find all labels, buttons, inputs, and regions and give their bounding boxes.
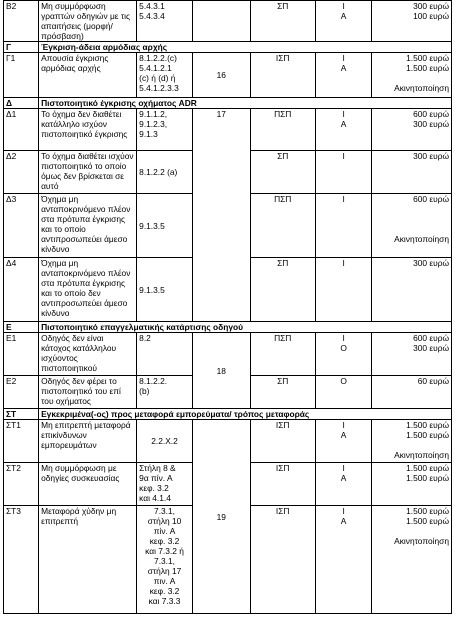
row-description: Όχημα μη ανταποκρινόμενο πλέον στα πρότυπα έγκρισης και το οποίο αντιπροσωπεύει άμεσο κίνδυνο xyxy=(39,194,137,258)
row-description: Απουσία έγκρισης αρμόδιας αρχής xyxy=(39,53,137,98)
row-category: ΠΣΠ xyxy=(250,333,315,376)
row-responsible: Ι Α xyxy=(315,506,372,614)
row-description: Μη συμμόρφωση γραπτών οδηγιών με τις απαιτήσεις (μορφή/πρόσβαση) xyxy=(39,1,137,42)
row-reference: 8.1.2.2.(c) 5.4.1.2.1 (c) ή (d) ή 5.4.1.2.3.3 xyxy=(137,53,193,98)
infringements-table xyxy=(3,0,452,614)
row-reference: 8.1.2.2 (a) xyxy=(137,151,193,194)
row-code: Β2 xyxy=(4,1,39,42)
row-responsible: Ο xyxy=(315,376,372,409)
row-reference: 8.1.2.2. (b) xyxy=(137,376,193,409)
table-row xyxy=(4,1,452,42)
row-code: ΣΤ2 xyxy=(4,463,39,506)
row-penalty: 1.500 ευρώ 1.500 ευρώ xyxy=(372,463,452,506)
table-row xyxy=(4,109,452,151)
row-responsible: Ι xyxy=(315,194,372,258)
row-responsible: Ι Α xyxy=(315,1,372,42)
table-row xyxy=(4,53,452,98)
section-title: Έγκριση-άδεια αρμόδιας αρχής xyxy=(39,42,452,53)
row-penalty: 300 ευρώ 100 ευρώ xyxy=(372,1,452,42)
section-heading-row xyxy=(4,322,452,333)
section-heading-row xyxy=(4,98,452,109)
row-reference: 2.2.Χ.2 xyxy=(137,420,193,463)
row-article: 19 xyxy=(192,420,250,614)
row-responsible: Ι Ο xyxy=(315,333,372,376)
row-description: Οδηγός δεν φέρει το πιστοποιητικό του επί του οχήματος xyxy=(39,376,137,409)
row-code: Δ4 xyxy=(4,258,39,322)
row-penalty: 1.500 ευρώ 1.500 ευρώ Ακινητοποίηση xyxy=(372,53,452,98)
row-article: 16 xyxy=(192,53,250,98)
row-responsible: Ι xyxy=(315,151,372,194)
row-description: Οδηγός δεν είναι κάτοχος κατάλληλου ισχύοντος πιστοποιητικού xyxy=(39,333,137,376)
section-heading-row xyxy=(4,42,452,53)
section-code: ΣΤ xyxy=(4,409,39,420)
row-code: ΣΤ1 xyxy=(4,420,39,463)
table-row xyxy=(4,420,452,463)
row-category: ΙΣΠ xyxy=(250,420,315,463)
row-code: Δ1 xyxy=(4,109,39,151)
row-code: ΣΤ3 xyxy=(4,506,39,614)
table-row xyxy=(4,333,452,376)
row-responsible: Ι Α xyxy=(315,53,372,98)
row-penalty: 300 ευρώ xyxy=(372,151,452,194)
row-article: 18 xyxy=(192,333,250,409)
section-code: Γ xyxy=(4,42,39,53)
row-code: Γ1 xyxy=(4,53,39,98)
row-reference: 5.4.3.1 5.4.3.4 xyxy=(137,1,193,42)
row-penalty: 60 ευρώ xyxy=(372,376,452,409)
row-responsible: Ι Α xyxy=(315,463,372,506)
row-responsible: Ι xyxy=(315,258,372,322)
row-reference: 9.1.3.5 xyxy=(137,194,193,258)
row-code: Ε1 xyxy=(4,333,39,376)
row-description: Το όχημα διαθέτει ισχύον πιστοποιητικό το οποίο όμως δεν βρίσκεται σε αυτό xyxy=(39,151,137,194)
row-description: Όχημα μη ανταποκρινόμενο πλέον στα πρότυπα έγκρισης και το οποίο δεν αντιπροσωπεύει άμεσο κίνδυνο xyxy=(39,258,137,322)
row-code: Δ3 xyxy=(4,194,39,258)
row-code: Δ2 xyxy=(4,151,39,194)
row-reference: 9.1.3.5 xyxy=(137,258,193,322)
row-reference: Στήλη 8 & 9α πίν. Α κεφ. 3.2 και 4.1.4 xyxy=(137,463,193,506)
row-description: Μεταφορά χύδην μη επιτρεπτή xyxy=(39,506,137,614)
section-heading-row xyxy=(4,409,452,420)
section-title: Πιστοποιητικό επαγγελματικής κατάρτισης οδηγού xyxy=(39,322,452,333)
row-category: ΙΣΠ xyxy=(250,53,315,98)
row-penalty: 1.500 ευρώ 1.500 ευρώ Ακινητοποίηση xyxy=(372,420,452,463)
row-article xyxy=(192,1,250,42)
section-code: Δ xyxy=(4,98,39,109)
row-responsible: Ι Α xyxy=(315,109,372,151)
row-category: ΣΠ xyxy=(250,1,315,42)
row-description: Μη επιτρεπτή μεταφορά επικίνδυνων εμπορευμάτων xyxy=(39,420,137,463)
row-penalty: 600 ευρώ Ακινητοποίηση xyxy=(372,194,452,258)
row-category: ΣΠ xyxy=(250,258,315,322)
row-description: Το όχημα δεν διαθέτει κατάλληλο ισχύον πιστοποιητικό έγκρισης xyxy=(39,109,137,151)
section-title: Πιστοποιητικό έγκρισης οχήματος ADR xyxy=(39,98,452,109)
row-reference: 7.3.1, στήλη 10 πίν. Α κεφ. 3.2 και 7.3.2 ή 7.3.1, στήλη 17 πιν. Α κεφ. 3.2 και 7.3.3 xyxy=(137,506,193,614)
row-penalty: 300 ευρώ xyxy=(372,258,452,322)
row-code: Ε2 xyxy=(4,376,39,409)
row-description: Μη συμμόρφωση με οδηγίες συσκευασίας xyxy=(39,463,137,506)
row-category: ΙΣΠ xyxy=(250,463,315,506)
section-title: Εγκεκριμένα(-ος) προς μεταφορά εμπορεύματα/ τρόπος μεταφοράς xyxy=(39,409,452,420)
row-penalty: 1.500 ευρώ 1.500 ευρώ Ακινητοποίηση xyxy=(372,506,452,614)
row-category: ΙΣΠ xyxy=(250,506,315,614)
row-penalty: 600 ευρώ 300 ευρώ xyxy=(372,109,452,151)
row-category: ΣΠ xyxy=(250,376,315,409)
row-article: 17 xyxy=(192,109,250,322)
row-reference: 9.1.1.2, 9.1.2.3, 9.1.3 xyxy=(137,109,193,151)
row-reference: 8.2 xyxy=(137,333,193,376)
row-category: ΠΣΠ xyxy=(250,109,315,151)
row-responsible: Ι Α xyxy=(315,420,372,463)
row-category: ΣΠ xyxy=(250,151,315,194)
section-code: Ε xyxy=(4,322,39,333)
row-category: ΠΣΠ xyxy=(250,194,315,258)
row-penalty: 600 ευρώ 300 ευρώ xyxy=(372,333,452,376)
